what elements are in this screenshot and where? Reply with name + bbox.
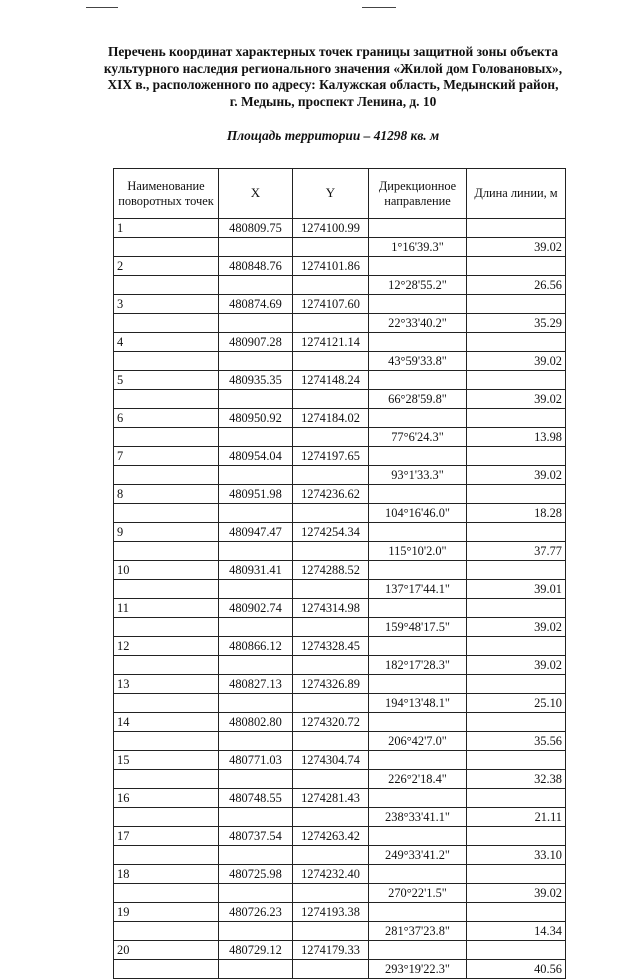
empty-cell	[114, 846, 219, 865]
point-x: 480771.03	[219, 751, 293, 770]
table-row	[114, 466, 566, 485]
empty-cell	[219, 504, 293, 523]
header-direction: Дирекционное направление	[369, 169, 467, 219]
table-row	[114, 333, 566, 352]
point-y: 1274320.72	[293, 713, 369, 732]
point-number: 20	[114, 941, 219, 960]
empty-cell	[114, 504, 219, 523]
point-y: 1274326.89	[293, 675, 369, 694]
table-row	[114, 827, 566, 846]
empty-cell	[293, 276, 369, 295]
point-y: 1274197.65	[293, 447, 369, 466]
point-x: 480951.98	[219, 485, 293, 504]
empty-cell	[467, 865, 566, 884]
empty-cell	[293, 314, 369, 333]
table-row	[114, 390, 566, 409]
table-row	[114, 808, 566, 827]
segment-direction: 238°33'41.1"	[369, 808, 467, 827]
point-y: 1274328.45	[293, 637, 369, 656]
table-row	[114, 295, 566, 314]
empty-cell	[114, 238, 219, 257]
empty-cell	[114, 618, 219, 637]
segment-length: 35.29	[467, 314, 566, 333]
document-title	[70, 44, 596, 110]
point-x: 480827.13	[219, 675, 293, 694]
table-row	[114, 352, 566, 371]
point-y: 1274232.40	[293, 865, 369, 884]
point-number: 12	[114, 637, 219, 656]
empty-cell	[293, 390, 369, 409]
point-y: 1274288.52	[293, 561, 369, 580]
point-y: 1274184.02	[293, 409, 369, 428]
table-row	[114, 238, 566, 257]
point-y: 1274107.60	[293, 295, 369, 314]
segment-length: 14.34	[467, 922, 566, 941]
table-row	[114, 846, 566, 865]
empty-cell	[219, 960, 293, 979]
point-number: 1	[114, 219, 219, 238]
segment-direction: 22°33'40.2"	[369, 314, 467, 333]
segment-length: 21.11	[467, 808, 566, 827]
point-x: 480848.76	[219, 257, 293, 276]
point-number: 2	[114, 257, 219, 276]
empty-cell	[114, 352, 219, 371]
segment-length: 39.02	[467, 884, 566, 903]
empty-cell	[467, 713, 566, 732]
point-number: 3	[114, 295, 219, 314]
segment-length: 39.02	[467, 390, 566, 409]
empty-cell	[219, 732, 293, 751]
title-line-3: XIX в., расположенного по адресу: Калужская область, Медынский район,	[107, 77, 559, 92]
point-number: 4	[114, 333, 219, 352]
table-row	[114, 770, 566, 789]
point-number: 6	[114, 409, 219, 428]
empty-cell	[219, 276, 293, 295]
segment-direction: 104°16'46.0"	[369, 504, 467, 523]
segment-direction: 194°13'48.1"	[369, 694, 467, 713]
empty-cell	[293, 960, 369, 979]
table-body	[114, 219, 566, 979]
segment-length: 39.01	[467, 580, 566, 599]
header-length: Длина линии, м	[467, 169, 566, 219]
point-y: 1274254.34	[293, 523, 369, 542]
point-x: 480935.35	[219, 371, 293, 390]
header-point-name: Наименование поворотных точек	[114, 169, 219, 219]
segment-direction: 43°59'33.8"	[369, 352, 467, 371]
empty-cell	[369, 409, 467, 428]
point-number: 15	[114, 751, 219, 770]
empty-cell	[293, 922, 369, 941]
point-number: 13	[114, 675, 219, 694]
empty-cell	[293, 428, 369, 447]
empty-cell	[219, 884, 293, 903]
segment-direction: 182°17'28.3"	[369, 656, 467, 675]
table-row	[114, 276, 566, 295]
empty-cell	[114, 466, 219, 485]
segment-length: 35.56	[467, 732, 566, 751]
empty-cell	[467, 675, 566, 694]
empty-cell	[219, 580, 293, 599]
segment-length: 40.56	[467, 960, 566, 979]
table-row	[114, 751, 566, 770]
point-x: 480947.47	[219, 523, 293, 542]
table-row	[114, 789, 566, 808]
point-y: 1274314.98	[293, 599, 369, 618]
empty-cell	[219, 808, 293, 827]
segment-direction: 115°10'2.0"	[369, 542, 467, 561]
empty-cell	[293, 352, 369, 371]
empty-cell	[467, 485, 566, 504]
table-row	[114, 713, 566, 732]
point-x: 480874.69	[219, 295, 293, 314]
point-y: 1274148.24	[293, 371, 369, 390]
table-row	[114, 447, 566, 466]
point-number: 16	[114, 789, 219, 808]
empty-cell	[369, 561, 467, 580]
point-number: 8	[114, 485, 219, 504]
empty-cell	[369, 675, 467, 694]
empty-cell	[293, 694, 369, 713]
point-number: 14	[114, 713, 219, 732]
empty-cell	[114, 884, 219, 903]
empty-cell	[467, 789, 566, 808]
empty-cell	[219, 390, 293, 409]
table-row	[114, 732, 566, 751]
segment-length: 39.02	[467, 352, 566, 371]
table-row	[114, 371, 566, 390]
segment-direction: 1°16'39.3"	[369, 238, 467, 257]
empty-cell	[293, 846, 369, 865]
empty-cell	[114, 922, 219, 941]
segment-direction: 137°17'44.1"	[369, 580, 467, 599]
empty-cell	[114, 276, 219, 295]
segment-direction: 159°48'17.5"	[369, 618, 467, 637]
point-number: 5	[114, 371, 219, 390]
table-row	[114, 428, 566, 447]
empty-cell	[369, 257, 467, 276]
point-x: 480907.28	[219, 333, 293, 352]
segment-direction: 270°22'1.5"	[369, 884, 467, 903]
empty-cell	[467, 219, 566, 238]
empty-cell	[219, 314, 293, 333]
empty-cell	[293, 580, 369, 599]
segment-length: 39.02	[467, 466, 566, 485]
table-row	[114, 903, 566, 922]
table-row	[114, 485, 566, 504]
segment-direction: 12°28'55.2"	[369, 276, 467, 295]
empty-cell	[219, 238, 293, 257]
segment-length: 18.28	[467, 504, 566, 523]
empty-cell	[114, 694, 219, 713]
segment-direction: 293°19'22.3"	[369, 960, 467, 979]
empty-cell	[467, 827, 566, 846]
empty-cell	[369, 371, 467, 390]
table-row	[114, 694, 566, 713]
point-x: 480931.41	[219, 561, 293, 580]
empty-cell	[467, 751, 566, 770]
segment-length: 39.02	[467, 656, 566, 675]
empty-cell	[467, 371, 566, 390]
table-row	[114, 675, 566, 694]
segment-direction: 226°2'18.4"	[369, 770, 467, 789]
empty-cell	[114, 390, 219, 409]
header-y: Y	[293, 169, 369, 219]
table-row	[114, 257, 566, 276]
empty-cell	[219, 922, 293, 941]
empty-cell	[293, 504, 369, 523]
segment-direction: 249°33'41.2"	[369, 846, 467, 865]
segment-direction: 93°1'33.3"	[369, 466, 467, 485]
point-number: 18	[114, 865, 219, 884]
table-row	[114, 618, 566, 637]
point-x: 480954.04	[219, 447, 293, 466]
segment-direction: 77°6'24.3"	[369, 428, 467, 447]
table-row	[114, 884, 566, 903]
segment-direction: 281°37'23.8"	[369, 922, 467, 941]
empty-cell	[293, 884, 369, 903]
segment-length: 32.38	[467, 770, 566, 789]
point-x: 480737.54	[219, 827, 293, 846]
point-y: 1274193.38	[293, 903, 369, 922]
point-x: 480729.12	[219, 941, 293, 960]
empty-cell	[369, 295, 467, 314]
point-y: 1274281.43	[293, 789, 369, 808]
empty-cell	[293, 770, 369, 789]
empty-cell	[114, 542, 219, 561]
point-x: 480725.98	[219, 865, 293, 884]
point-x: 480726.23	[219, 903, 293, 922]
scan-mark-left	[86, 7, 118, 8]
point-number: 11	[114, 599, 219, 618]
empty-cell	[467, 523, 566, 542]
empty-cell	[219, 618, 293, 637]
segment-length: 37.77	[467, 542, 566, 561]
point-x: 480748.55	[219, 789, 293, 808]
empty-cell	[219, 770, 293, 789]
point-x: 480866.12	[219, 637, 293, 656]
empty-cell	[114, 580, 219, 599]
empty-cell	[467, 333, 566, 352]
empty-cell	[467, 409, 566, 428]
point-x: 480950.92	[219, 409, 293, 428]
area-line: Площадь территории – 41298 кв. м	[226, 128, 440, 143]
table-row	[114, 599, 566, 618]
empty-cell	[114, 732, 219, 751]
empty-cell	[219, 466, 293, 485]
coordinates-table	[113, 168, 566, 979]
empty-cell	[369, 219, 467, 238]
point-x: 480809.75	[219, 219, 293, 238]
empty-cell	[293, 618, 369, 637]
empty-cell	[114, 314, 219, 333]
empty-cell	[467, 637, 566, 656]
segment-length: 39.02	[467, 618, 566, 637]
point-y: 1274263.42	[293, 827, 369, 846]
point-y: 1274236.62	[293, 485, 369, 504]
point-y: 1274100.99	[293, 219, 369, 238]
table-row	[114, 561, 566, 580]
table-row	[114, 504, 566, 523]
empty-cell	[467, 903, 566, 922]
empty-cell	[467, 257, 566, 276]
point-y: 1274121.14	[293, 333, 369, 352]
table-row	[114, 865, 566, 884]
point-number: 9	[114, 523, 219, 542]
empty-cell	[114, 656, 219, 675]
title-line-4: г. Медынь, проспект Ленина, д. 10	[229, 93, 437, 109]
point-x: 480902.74	[219, 599, 293, 618]
table-row	[114, 542, 566, 561]
table-row	[114, 637, 566, 656]
empty-cell	[219, 428, 293, 447]
empty-cell	[369, 827, 467, 846]
empty-cell	[467, 941, 566, 960]
empty-cell	[467, 561, 566, 580]
empty-cell	[114, 770, 219, 789]
empty-cell	[219, 542, 293, 561]
empty-cell	[114, 808, 219, 827]
point-number: 7	[114, 447, 219, 466]
empty-cell	[219, 656, 293, 675]
segment-length: 13.98	[467, 428, 566, 447]
empty-cell	[369, 637, 467, 656]
empty-cell	[114, 428, 219, 447]
segment-length: 26.56	[467, 276, 566, 295]
segment-length: 33.10	[467, 846, 566, 865]
empty-cell	[369, 713, 467, 732]
empty-cell	[369, 599, 467, 618]
empty-cell	[219, 352, 293, 371]
segment-direction: 206°42'7.0"	[369, 732, 467, 751]
empty-cell	[114, 960, 219, 979]
table-row	[114, 960, 566, 979]
scan-mark-right	[362, 7, 396, 8]
point-x: 480802.80	[219, 713, 293, 732]
point-y: 1274101.86	[293, 257, 369, 276]
empty-cell	[369, 485, 467, 504]
point-number: 10	[114, 561, 219, 580]
empty-cell	[467, 599, 566, 618]
empty-cell	[293, 238, 369, 257]
point-number: 17	[114, 827, 219, 846]
empty-cell	[219, 694, 293, 713]
title-line-2: культурного наследия регионального значения «Жилой дом Головановых»,	[103, 60, 563, 76]
empty-cell	[369, 941, 467, 960]
empty-cell	[293, 808, 369, 827]
point-y: 1274304.74	[293, 751, 369, 770]
table-row	[114, 523, 566, 542]
empty-cell	[369, 865, 467, 884]
header-x: X	[219, 169, 293, 219]
table-row	[114, 219, 566, 238]
point-y: 1274179.33	[293, 941, 369, 960]
empty-cell	[369, 751, 467, 770]
table-row	[114, 922, 566, 941]
segment-length: 25.10	[467, 694, 566, 713]
empty-cell	[293, 466, 369, 485]
empty-cell	[369, 523, 467, 542]
empty-cell	[293, 542, 369, 561]
empty-cell	[219, 846, 293, 865]
table-row	[114, 656, 566, 675]
empty-cell	[467, 447, 566, 466]
header-row	[114, 169, 566, 219]
empty-cell	[369, 333, 467, 352]
empty-cell	[369, 903, 467, 922]
point-number: 19	[114, 903, 219, 922]
empty-cell	[467, 295, 566, 314]
table-row	[114, 409, 566, 428]
table-row	[114, 314, 566, 333]
empty-cell	[293, 656, 369, 675]
empty-cell	[293, 732, 369, 751]
empty-cell	[369, 789, 467, 808]
title-line-1: Перечень координат характерных точек границы защитной зоны объекта	[107, 44, 559, 59]
table-row	[114, 580, 566, 599]
table-row	[114, 941, 566, 960]
segment-direction: 66°28'59.8"	[369, 390, 467, 409]
segment-length: 39.02	[467, 238, 566, 257]
empty-cell	[369, 447, 467, 466]
